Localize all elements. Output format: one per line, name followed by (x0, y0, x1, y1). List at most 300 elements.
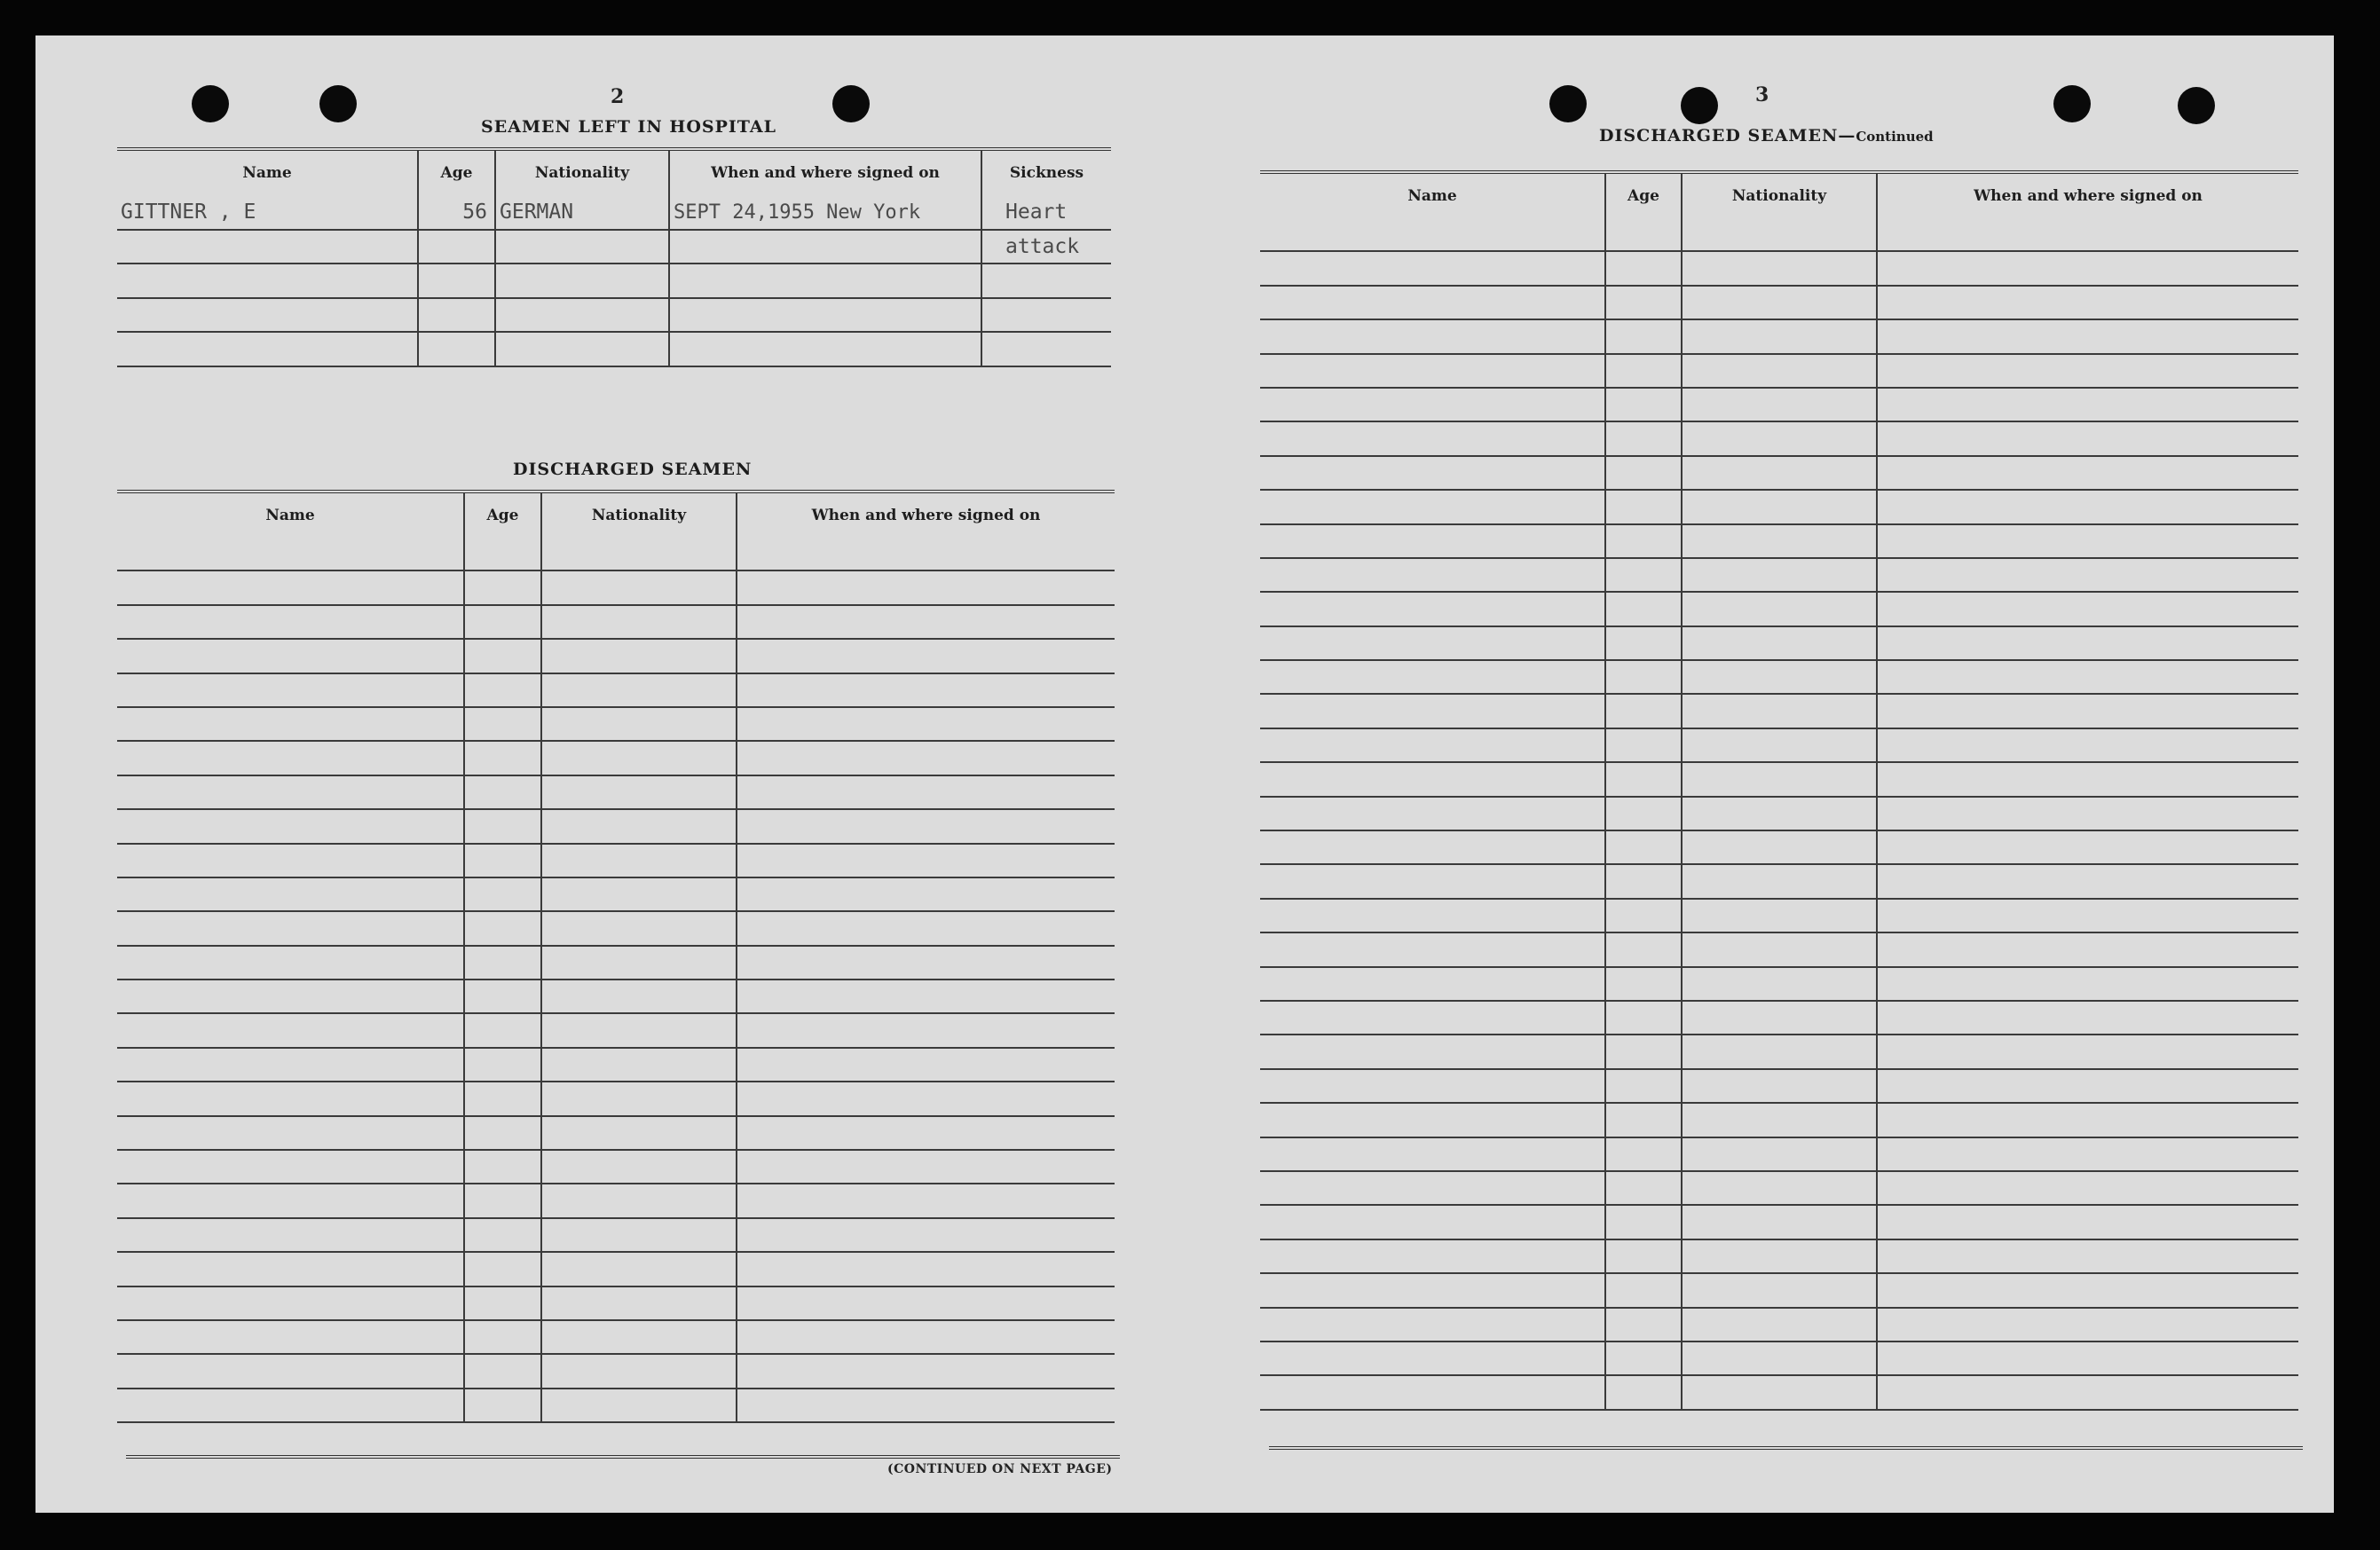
blank-cell (737, 742, 1115, 774)
blank-cell (1606, 933, 1683, 965)
table-row (1260, 1035, 2298, 1069)
table-row (1260, 1240, 2298, 1274)
table-row (1260, 1206, 2298, 1239)
hospital-col-sickness: Sickness (1009, 164, 1084, 182)
blank-cell (1683, 763, 1878, 795)
blank-cell (1260, 695, 1606, 727)
discharged-col-name: Name (117, 493, 465, 538)
blank-cell (1606, 763, 1683, 795)
blank-cell (737, 1049, 1115, 1081)
blank-cell (465, 947, 542, 979)
blank-cell (1878, 695, 2298, 727)
table-row (1260, 320, 2298, 354)
blank-cell (1606, 1309, 1683, 1341)
blank-cell (542, 1049, 737, 1081)
blank-cell (1878, 1172, 2298, 1204)
blank-cell (1260, 933, 1606, 965)
blank-cell (1606, 1070, 1683, 1102)
blank-cell (542, 538, 737, 570)
continued-col-age: Age (1606, 174, 1683, 218)
blank-cell (737, 1117, 1115, 1149)
blank-cell (465, 538, 542, 570)
entry-name: GITTNER , E (121, 201, 256, 224)
punch-hole-6 (2053, 85, 2091, 122)
table-row (1260, 865, 2298, 899)
blank-cell (1878, 729, 2298, 761)
table-row (1260, 218, 2298, 252)
blank-cell (1683, 661, 1878, 693)
blank-cell (542, 1014, 737, 1046)
blank-cell (117, 640, 465, 672)
table-row (1260, 1002, 2298, 1035)
blank-cell (1606, 661, 1683, 693)
blank-cell (1606, 491, 1683, 523)
blank-cell (737, 606, 1115, 638)
table-row (1260, 525, 2298, 559)
hospital-section-title: SEAMEN LEFT IN HOSPITAL (481, 117, 776, 137)
blank-cell (1683, 422, 1878, 454)
blank-cell (465, 742, 542, 774)
blank-cell (1878, 798, 2298, 830)
blank-cell (1683, 457, 1878, 489)
blank-cell (542, 1184, 737, 1216)
blank-cell (1606, 1342, 1683, 1374)
page-number-right: 3 (1755, 83, 1769, 106)
blank-cell (1260, 661, 1606, 693)
blank-cell (465, 1389, 542, 1421)
table-row (117, 1355, 1115, 1389)
blank-cell (465, 674, 542, 706)
table-row (1260, 559, 2298, 593)
blank-cell (1878, 900, 2298, 932)
blank-cell (1878, 1206, 2298, 1238)
blank-cell (1260, 1274, 1606, 1306)
blank-cell (737, 538, 1115, 570)
blank-cell (465, 1117, 542, 1149)
blank-cell (737, 571, 1115, 603)
blank-cell (1683, 900, 1878, 932)
blank-cell (1260, 422, 1606, 454)
blank-cell (1878, 559, 2298, 591)
discharged-table-body (117, 538, 1115, 1423)
blank-cell (465, 845, 542, 877)
table-row (1260, 798, 2298, 831)
table-row (117, 1082, 1115, 1116)
blank-cell (117, 1219, 465, 1251)
blank-cell (1878, 355, 2298, 387)
blank-cell (1260, 831, 1606, 863)
table-row (1260, 252, 2298, 286)
blank-cell (737, 947, 1115, 979)
table-row (1260, 661, 2298, 695)
discharged-col-signed-on: When and where signed on (811, 507, 1041, 524)
continued-col-name: Name (1260, 174, 1606, 218)
table-row (117, 1184, 1115, 1218)
entry-signed-on: SEPT 24,1955 New York (674, 201, 921, 224)
blank-cell (1683, 968, 1878, 1000)
blank-cell (1606, 457, 1683, 489)
blank-cell (1606, 968, 1683, 1000)
blank-cell (465, 878, 542, 910)
blank-cell (542, 674, 737, 706)
blank-cell (1260, 593, 1606, 625)
blank-cell (1878, 287, 2298, 319)
blank-cell (1260, 763, 1606, 795)
table-row (1260, 491, 2298, 524)
blank-cell (1606, 627, 1683, 659)
table-row (1260, 1274, 2298, 1308)
right-title-text: DISCHARGED SEAMEN (1599, 126, 1839, 146)
table-row (117, 264, 1111, 298)
blank-cell (465, 810, 542, 842)
blank-cell (1606, 695, 1683, 727)
blank-cell (1878, 1035, 2298, 1067)
blank-cell (1260, 252, 1606, 284)
blank-cell (1683, 525, 1878, 557)
blank-cell (1260, 457, 1606, 489)
table-row (1260, 1376, 2298, 1410)
blank-cell (1878, 1002, 2298, 1034)
table-row (1260, 1309, 2298, 1342)
blank-cell (117, 1184, 465, 1216)
blank-cell (1683, 1002, 1878, 1034)
blank-cell (542, 1117, 737, 1149)
blank-cell (465, 1014, 542, 1046)
punch-hole-5 (1681, 87, 1718, 124)
blank-cell (1260, 1206, 1606, 1238)
blank-cell (542, 980, 737, 1012)
blank-cell (1260, 968, 1606, 1000)
blank-cell (1683, 1342, 1878, 1374)
table-row (1260, 422, 2298, 456)
blank-cell (117, 1287, 465, 1319)
blank-cell (737, 1184, 1115, 1216)
blank-cell (1683, 1070, 1878, 1102)
blank-cell (1683, 252, 1878, 284)
discharged-table (117, 490, 1115, 1423)
table-row (1260, 729, 2298, 763)
punch-hole-3 (832, 85, 870, 122)
blank-cell (1606, 1274, 1683, 1306)
blank-cell (1878, 661, 2298, 693)
blank-cell (465, 1082, 542, 1114)
blank-cell (117, 742, 465, 774)
table-row (1260, 831, 2298, 865)
cell-nationality (496, 195, 670, 229)
blank-cell (1260, 1240, 1606, 1272)
table-row (117, 1014, 1115, 1048)
table-row (117, 980, 1115, 1014)
blank-cell (542, 571, 737, 603)
blank-cell (117, 571, 465, 603)
blank-cell (465, 1321, 542, 1353)
continued-header-row (1260, 174, 2298, 218)
blank-cell (1260, 1376, 1606, 1408)
blank-cell (542, 1389, 737, 1421)
table-row (1260, 287, 2298, 320)
blank-cell (117, 1389, 465, 1421)
blank-cell (1683, 1035, 1878, 1067)
blank-cell (1683, 218, 1878, 250)
table-row (117, 1219, 1115, 1253)
blank-cell (117, 606, 465, 638)
blank-cell (1683, 627, 1878, 659)
blank-cell (737, 1287, 1115, 1319)
discharged-continued-table (1260, 170, 2298, 1411)
blank-cell (1683, 798, 1878, 830)
blank-cell (465, 1253, 542, 1285)
punch-hole-4 (1549, 85, 1587, 122)
blank-cell (1606, 593, 1683, 625)
blank-cell (1260, 1035, 1606, 1067)
blank-cell (465, 1049, 542, 1081)
right-bottom-rule (1269, 1446, 2303, 1450)
blank-cell (542, 1355, 737, 1387)
blank-cell (1878, 831, 2298, 863)
blank-cell (1878, 1376, 2298, 1408)
table-row (117, 845, 1115, 878)
discharged-col-age: Age (465, 493, 542, 538)
hospital-table (117, 147, 1111, 367)
blank-cell (737, 674, 1115, 706)
table-row (117, 947, 1115, 980)
blank-cell (1260, 900, 1606, 932)
punch-hole-1 (192, 85, 229, 122)
blank-cell (1878, 252, 2298, 284)
blank-cell (737, 912, 1115, 944)
blank-cell (117, 1253, 465, 1285)
table-row (117, 606, 1115, 640)
table-row (1260, 968, 2298, 1002)
blank-cell (1878, 1274, 2298, 1306)
cell-sickness-cont (982, 231, 1111, 263)
blank-cell (1606, 1138, 1683, 1170)
continued-table-body (1260, 218, 2298, 1411)
table-row (1260, 593, 2298, 626)
blank-cell (1683, 389, 1878, 421)
blank-cell (1878, 389, 2298, 421)
blank-cell (1606, 1172, 1683, 1204)
punch-hole-7 (2178, 87, 2215, 124)
blank-cell (1683, 1104, 1878, 1136)
blank-cell (542, 1321, 737, 1353)
blank-cell (1606, 1104, 1683, 1136)
blank-cell (737, 1355, 1115, 1387)
blank-cell (1260, 559, 1606, 591)
blank-cell (465, 1151, 542, 1183)
blank-cell (737, 1219, 1115, 1251)
blank-cell (1260, 627, 1606, 659)
blank-cell (117, 845, 465, 877)
table-row (117, 231, 1111, 264)
blank-cell (117, 912, 465, 944)
blank-cell (1878, 1138, 2298, 1170)
entry-nationality: GERMAN (500, 201, 574, 224)
blank-cell (1260, 525, 1606, 557)
entry-age: 56 (462, 201, 487, 224)
blank-cell (542, 640, 737, 672)
blank-cell (737, 776, 1115, 808)
blank-cell (737, 1321, 1115, 1353)
entry-sickness-line2: attack (1005, 235, 1080, 259)
blank-cell (1683, 593, 1878, 625)
table-row (117, 195, 1111, 231)
table-row (117, 810, 1115, 844)
blank-cell (1260, 355, 1606, 387)
blank-cell (1878, 933, 2298, 965)
blank-cell (465, 1219, 542, 1251)
blank-cell (1260, 1138, 1606, 1170)
blank-cell (542, 810, 737, 842)
blank-cell (117, 980, 465, 1012)
blank-cell (1260, 865, 1606, 897)
blank-cell (117, 1049, 465, 1081)
blank-cell (1606, 1376, 1683, 1408)
blank-cell (1878, 491, 2298, 523)
blank-cell (117, 776, 465, 808)
table-row (117, 708, 1115, 742)
blank-cell (1260, 320, 1606, 352)
blank-cell (465, 1184, 542, 1216)
blank-cell (542, 1253, 737, 1285)
blank-cell (542, 1287, 737, 1319)
blank-cell (1878, 218, 2298, 250)
blank-cell (737, 980, 1115, 1012)
table-row (117, 878, 1115, 912)
blank-cell (542, 845, 737, 877)
blank-cell (117, 538, 465, 570)
blank-cell (737, 1082, 1115, 1114)
blank-cell (1683, 1240, 1878, 1272)
table-row (1260, 1172, 2298, 1206)
discharged-header-row (117, 493, 1115, 538)
blank-cell (1878, 763, 2298, 795)
table-row (1260, 627, 2298, 661)
blank-cell (1606, 422, 1683, 454)
blank-cell (542, 912, 737, 944)
blank-cell (542, 708, 737, 740)
blank-cell (1260, 389, 1606, 421)
blank-cell (1260, 729, 1606, 761)
blank-cell (1260, 1002, 1606, 1034)
table-row (1260, 1070, 2298, 1104)
blank-cell (1606, 525, 1683, 557)
blank-cell (465, 980, 542, 1012)
blank-cell (465, 1355, 542, 1387)
blank-cell (1683, 491, 1878, 523)
document-sheet (35, 35, 2334, 1513)
cell-age (419, 195, 496, 229)
blank-cell (465, 1287, 542, 1319)
blank-cell (1683, 1138, 1878, 1170)
table-row (1260, 933, 2298, 967)
blank-cell (1606, 831, 1683, 863)
blank-cell (737, 708, 1115, 740)
table-row (1260, 1104, 2298, 1137)
blank-cell (737, 1389, 1115, 1421)
blank-cell (1260, 1342, 1606, 1374)
table-row (117, 1287, 1115, 1321)
table-row (117, 776, 1115, 810)
table-row (1260, 355, 2298, 389)
blank-cell (1260, 287, 1606, 319)
blank-cell (1683, 1274, 1878, 1306)
page-number-left: 2 (611, 85, 625, 108)
blank-cell (1683, 1376, 1878, 1408)
blank-cell (542, 1151, 737, 1183)
blank-cell (465, 606, 542, 638)
table-row (117, 1389, 1115, 1423)
blank-cell (1683, 1309, 1878, 1341)
blank-cell (117, 947, 465, 979)
blank-cell (1878, 1070, 2298, 1102)
blank-cell (1606, 389, 1683, 421)
blank-cell (117, 1082, 465, 1114)
hospital-col-name: Name (117, 151, 419, 195)
blank-cell (1878, 422, 2298, 454)
discharged-col-nationality: Nationality (542, 493, 737, 538)
blank-cell (1260, 1070, 1606, 1102)
blank-cell (1878, 320, 2298, 352)
table-row (117, 674, 1115, 708)
blank-cell (737, 1014, 1115, 1046)
blank-cell (1606, 865, 1683, 897)
hospital-col-signed-on: When and where signed on (670, 151, 982, 195)
blank-cell (1606, 355, 1683, 387)
blank-cell (1878, 627, 2298, 659)
blank-cell (1683, 287, 1878, 319)
blank-cell (117, 1321, 465, 1353)
blank-cell (1606, 900, 1683, 932)
blank-cell (117, 878, 465, 910)
blank-cell (117, 1355, 465, 1387)
blank-cell (1683, 320, 1878, 352)
blank-cell (465, 708, 542, 740)
table-row (1260, 389, 2298, 422)
blank-cell (1878, 1342, 2298, 1374)
blank-cell (542, 742, 737, 774)
blank-cell (1606, 559, 1683, 591)
blank-cell (1878, 593, 2298, 625)
blank-cell (737, 1151, 1115, 1183)
table-row (117, 912, 1115, 946)
punch-hole-2 (319, 85, 357, 122)
table-row (117, 742, 1115, 775)
left-bottom-rule (126, 1455, 1120, 1459)
blank-cell (1683, 355, 1878, 387)
blank-cell (117, 674, 465, 706)
blank-cell (1606, 320, 1683, 352)
table-row (117, 299, 1111, 333)
blank-cell (117, 1117, 465, 1149)
blank-cell (542, 1082, 737, 1114)
blank-cell (737, 1253, 1115, 1285)
blank-cell (1683, 865, 1878, 897)
table-row (117, 640, 1115, 673)
blank-cell (1606, 287, 1683, 319)
blank-cell (465, 571, 542, 603)
table-row (1260, 1138, 2298, 1172)
right-section-title (1599, 126, 1934, 146)
blank-cell (1606, 729, 1683, 761)
blank-cell (1260, 491, 1606, 523)
blank-cell (1606, 1002, 1683, 1034)
blank-cell (542, 606, 737, 638)
blank-cell (1260, 1172, 1606, 1204)
blank-cell (1606, 798, 1683, 830)
table-row (117, 538, 1115, 571)
blank-cell (1260, 798, 1606, 830)
